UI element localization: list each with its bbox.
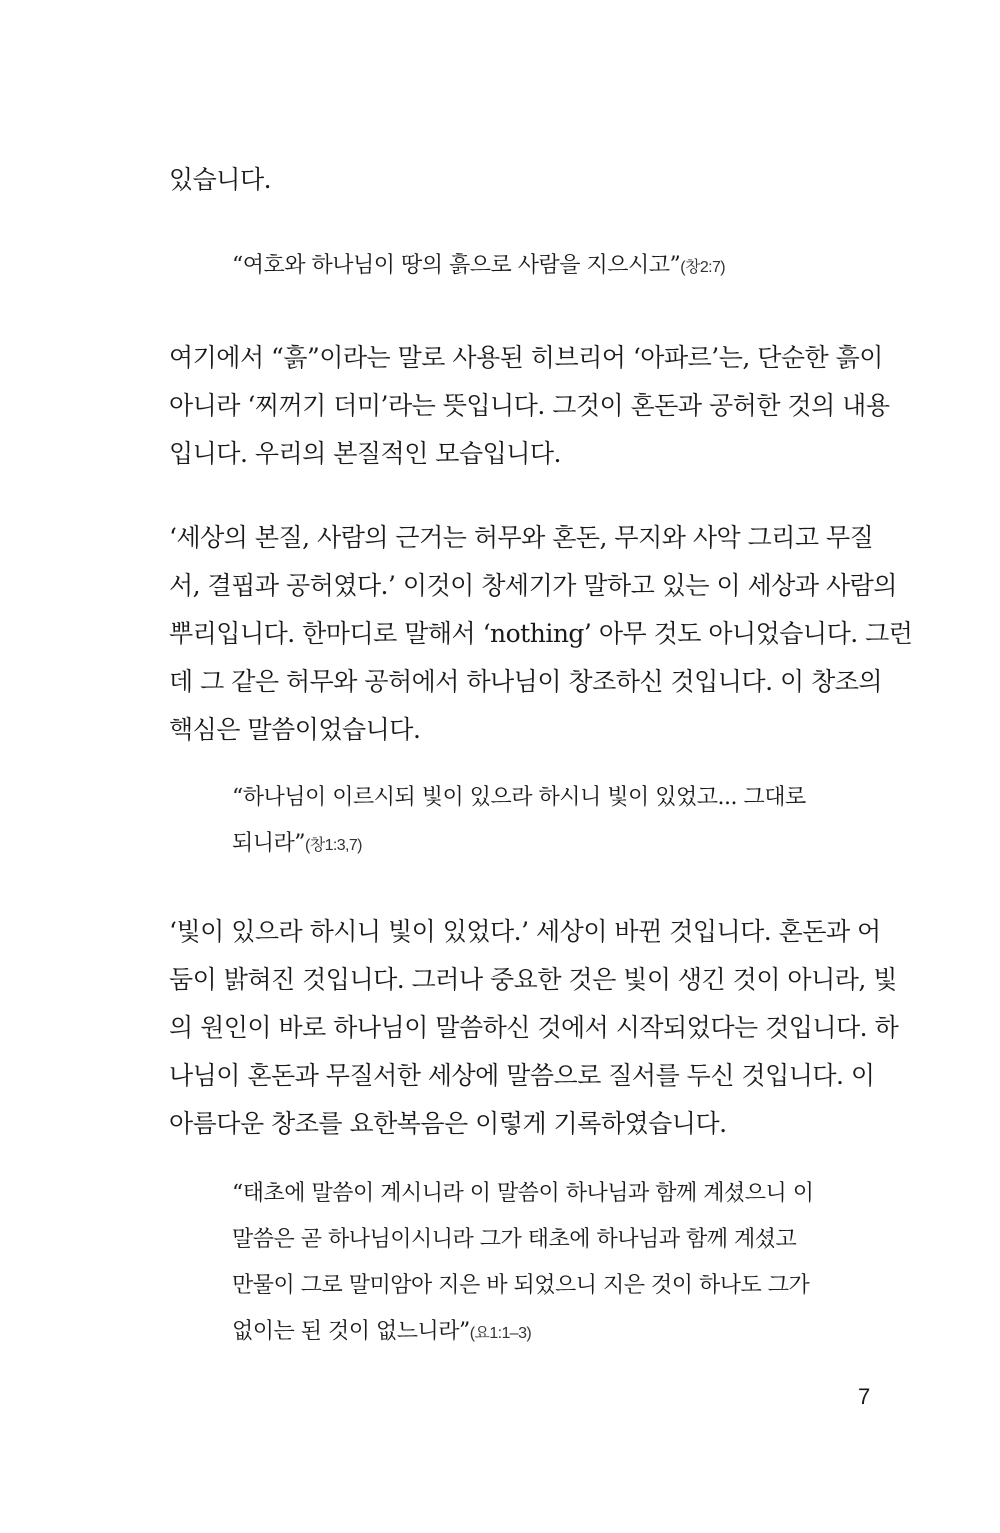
- body-line: 있습니다.: [169, 165, 272, 194]
- body-line: 서, 결핍과 공허였다.’ 이것이 창세기가 말하고 있는 이 세상과 사람의: [169, 571, 897, 600]
- quote-text: “여호와 하나님이 땅의 흙으로 사람을 지으시고”: [232, 253, 681, 278]
- body-line: 뿌리입니다. 한마디로 말해서 ‘nothing’ 아무 것도 아니었습니다. 그런: [169, 619, 913, 648]
- body-line: 아니라 ‘찌꺼기 더미’라는 뜻입니다. 그것이 혼돈과 공허한 것의 내용: [169, 391, 890, 420]
- scripture-quote: [232, 1176, 814, 1207]
- quote-text: 말씀은 곧 하나님이시니라 그가 태초에 하나님과 함께 계셨고: [232, 1227, 797, 1252]
- body-line: 아름다운 창조를 요한복음은 이렇게 기록하였습니다.: [169, 1109, 727, 1138]
- body-line: 핵심은 말씀이었습니다.: [169, 715, 421, 744]
- body-line: 둠이 밝혀진 것입니다. 그러나 중요한 것은 빛이 생긴 것이 아니라, 빛: [169, 965, 897, 994]
- scripture-quote: [232, 1268, 809, 1299]
- quote-text: “태초에 말씀이 계시니라 이 말씀이 하나님과 함께 계셨으니 이: [232, 1181, 814, 1206]
- scripture-quote: [232, 1222, 796, 1253]
- body-line: 나님이 혼돈과 무질서한 세상에 말씀으로 질서를 두신 것입니다. 이: [169, 1061, 875, 1090]
- quote-text: 만물이 그로 말미암아 지은 바 되었으니 지은 것이 하나도 그가: [232, 1273, 810, 1298]
- scripture-quote: [232, 1314, 531, 1345]
- body-line: ‘빛이 있으라 하시니 빛이 있었다.’ 세상이 바뀐 것입니다. 혼돈과 어: [169, 917, 881, 946]
- verse-reference: (창1:3,7): [305, 837, 362, 854]
- scripture-quote: [232, 248, 725, 279]
- quote-text: 없이는 된 것이 없느니라”: [232, 1319, 470, 1344]
- page-number: 7: [858, 1384, 871, 1409]
- verse-reference: (창2:7): [680, 259, 726, 276]
- scripture-quote: [232, 780, 806, 811]
- body-line: 데 그 같은 허무와 공허에서 하나님이 창조하신 것입니다. 이 창조의: [169, 667, 883, 696]
- body-line: 입니다. 우리의 본질적인 모습입니다.: [169, 439, 561, 468]
- scripture-quote: [232, 826, 362, 857]
- body-line: 여기에서 “흙”이라는 말로 사용된 히브리어 ‘아파르’는, 단순한 흙이: [169, 343, 883, 372]
- quote-text: “하나님이 이르시되 빛이 있으라 하시니 빛이 있었고... 그대로: [232, 785, 806, 810]
- verse-reference: (요1:1–3): [469, 1325, 532, 1342]
- body-line: ‘세상의 본질, 사람의 근거는 허무와 혼돈, 무지와 사악 그리고 무질: [169, 523, 874, 552]
- body-line: 의 원인이 바로 하나님이 말씀하신 것에서 시작되었다는 것입니다. 하: [169, 1013, 899, 1042]
- quote-text: 되니라”: [232, 831, 306, 856]
